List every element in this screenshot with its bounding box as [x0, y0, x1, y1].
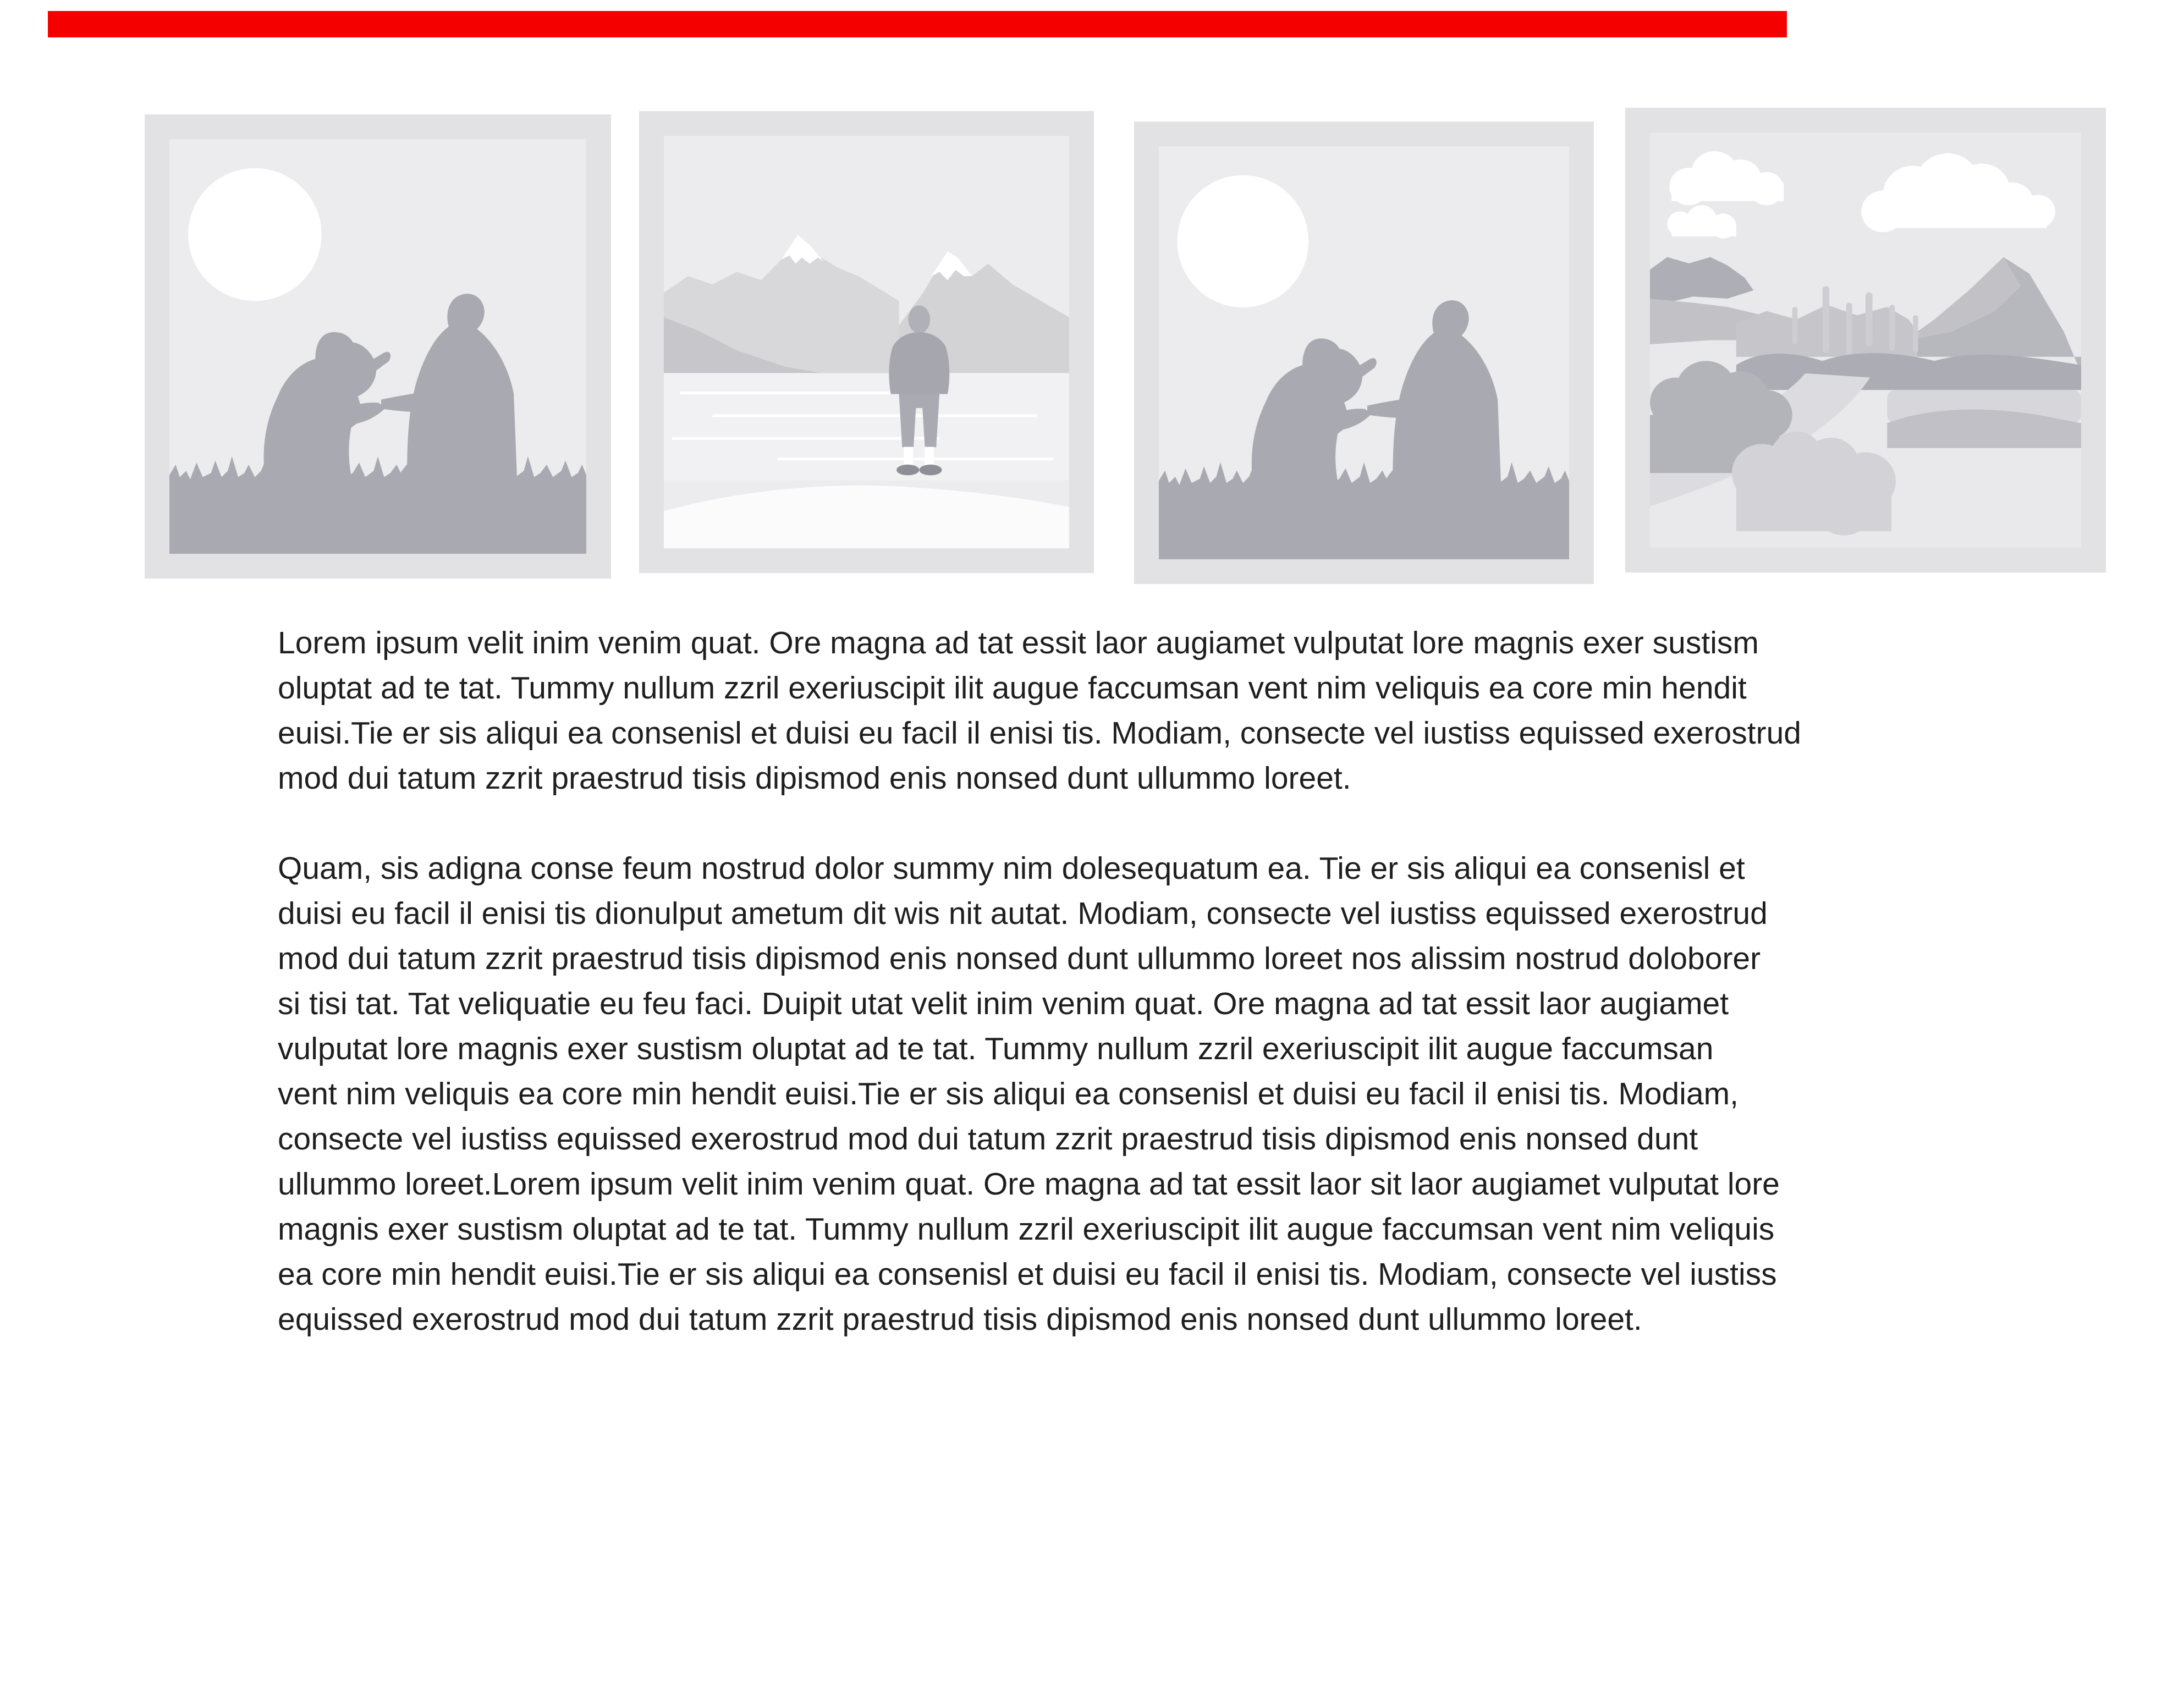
photo-card-dog-scene-1 — [145, 114, 611, 579]
photo-card-canyon — [1625, 108, 2106, 573]
article-body — [278, 620, 2093, 1387]
text-line: Quam, sis adigna conse feum nostrud dolor summy nim dolesequatum ea. Tie er sis aliqui ea consenisl et — [278, 851, 1745, 886]
text-line: magnis exer sustism oluptat ad te tat. Tummy nullum zzril exeriuscipit ilit augue faccumsan vent nim veliquis — [278, 1212, 1775, 1247]
text-line: consecte vel iustiss equissed exerostrud mod dui tatum zzrit praestrud tisis dipismod enis nonsed dunt — [278, 1121, 1698, 1157]
photo-card-hiker-lake — [639, 111, 1094, 573]
text-line: duisi eu facil il enisi tis dionulput ametum dit wis nit autat. Modiam, consecte vel iustiss equissed exerostrud — [278, 896, 1768, 931]
dog-and-woman-illustration — [169, 139, 586, 554]
text-line: euisi.Tie er sis aliqui ea consenisl et duisi eu facil il enisi tis. Modiam, consecte vel iustiss equissed exerostrud — [278, 716, 1801, 751]
dog-and-woman-illustration — [1159, 146, 1569, 559]
text-line: ullummo loreet.Lorem ipsum velit inim venim quat. Ore magna ad tat essit laor sit laor augiamet vulputat lore — [278, 1166, 1780, 1202]
text-line: Lorem ipsum velit inim venim quat. Ore magna ad tat essit laor augiamet vulputat lore magnis exer sustism — [278, 625, 1759, 661]
hiker-lake-illustration — [664, 136, 1069, 548]
text-line: si tisi tat. Tat veliquatie eu feu faci. Duipit utat velit inim venim quat. Ore magna ad tat essit laor augiamet — [278, 986, 1729, 1021]
photo-card-dog-scene-2 — [1134, 122, 1594, 584]
canyon-landscape-illustration — [1650, 133, 2081, 548]
text-line: vulputat lore magnis exer sustism oluptat ad te tat. Tummy nullum zzril exeriuscipit ilit augue faccumsan — [278, 1031, 1714, 1066]
text-line: equissed exerostrud mod dui tatum zzrit praestrud tisis dipismod enis nonsed dunt ullummo loreet. — [278, 1302, 1642, 1337]
text-line: ea core min hendit euisi.Tie er sis aliqui ea consenisl et duisi eu facil il enisi tis. Modiam, consecte vel iustiss — [278, 1257, 1777, 1292]
photo-gallery — [0, 0, 2184, 605]
text-line: vent nim veliquis ea core min hendit euisi.Tie er sis aliqui ea consenisl et duisi eu facil il enisi tis. Modiam, — [278, 1076, 1739, 1111]
text-line: oluptat ad te tat. Tummy nullum zzril exeriuscipit ilit augue faccumsan vent nim veliquis ea core min hendit — [278, 670, 1747, 706]
text-line: mod dui tatum zzrit praestrud tisis dipismod enis nonsed dunt ullummo loreet nos alissim nostrud doloborer — [278, 941, 1761, 976]
paragraph-1 — [278, 620, 2093, 801]
paragraph-2 — [278, 846, 2093, 1342]
text-line: mod dui tatum zzrit praestrud tisis dipismod enis nonsed dunt ullummo loreet. — [278, 761, 1351, 796]
